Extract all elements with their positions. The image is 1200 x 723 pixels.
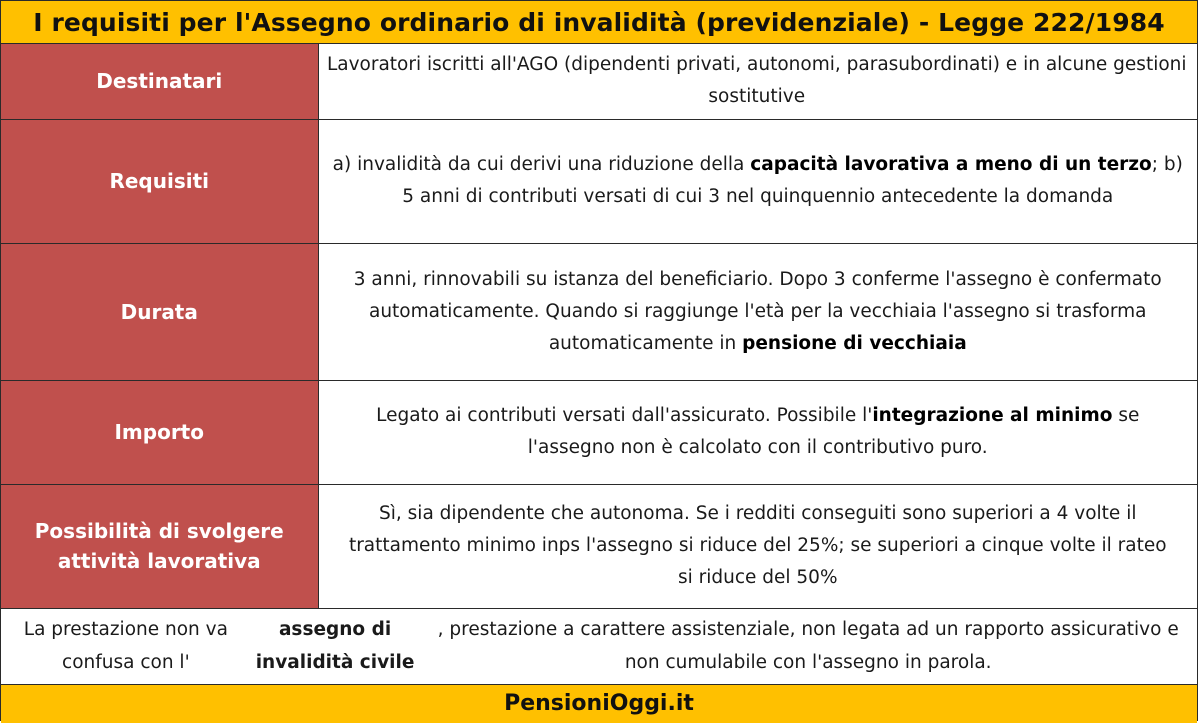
row-value-durata bbox=[318, 243, 1197, 380]
text-run: Sì, sia dipendente che autonoma. Se i redditi conseguiti sono superiori a 4 volte il trattamento minimo inps l'assegno si riduce del 25%; se superiori a cinque volte il rateo si riduce del 50% bbox=[348, 503, 1167, 588]
row-value-requisiti bbox=[318, 119, 1197, 243]
bold-text: integrazione al minimo bbox=[872, 405, 1113, 426]
row-label-destinatari: Destinatari bbox=[1, 44, 318, 119]
page-title: I requisiti per l'Assegno ordinario di invalidità (previdenziale) - Legge 222/1984 bbox=[1, 1, 1197, 44]
row-label-importo: Importo bbox=[1, 380, 318, 484]
row-value-importo bbox=[318, 380, 1197, 484]
text-run: 3 anni, rinnovabili su istanza del beneficiario. Dopo 3 conferme l'assegno è confermato automaticamente. Quando si raggiunge l'età per la vecchiaia l'assegno si trasforma automaticamente in bbox=[353, 268, 1162, 354]
row-label-durata: Durata bbox=[1, 243, 318, 380]
table-row bbox=[1, 484, 1197, 608]
table-row bbox=[1, 243, 1197, 380]
row-value-attivita bbox=[318, 484, 1197, 608]
text-run: , prestazione a carattere assistenziale, non legata ad un rapporto assicurativo e non cumulabile con l'assegno in parola. bbox=[437, 619, 1179, 673]
text-run: se l'assegno non è calcolato con il contributivo puro. bbox=[527, 405, 1140, 458]
bold-text: capacità lavorativa a meno di un terzo bbox=[750, 154, 1152, 175]
text-run: ; b) 5 anni di contributi versati di cui 3 nel quinquennio antecedente la domanda bbox=[402, 154, 1183, 207]
footnote bbox=[1, 609, 1197, 685]
text-run: a) invalidità da cui derivi una riduzione della bbox=[332, 154, 751, 175]
bold-text: assegno di invalidità civile bbox=[255, 619, 415, 673]
table-row bbox=[1, 44, 1197, 119]
row-label-requisiti: Requisiti bbox=[1, 119, 318, 243]
requirements-table bbox=[1, 44, 1197, 609]
table-row bbox=[1, 119, 1197, 243]
bold-text: pensione di vecchiaia bbox=[742, 332, 967, 354]
table-row bbox=[1, 380, 1197, 484]
row-label-attivita: Possibilità di svolgere attività lavorativa bbox=[1, 484, 318, 608]
row-value-destinatari bbox=[318, 44, 1197, 119]
text-run: Legato ai contributi versati dall'assicurato. Possibile l' bbox=[376, 405, 873, 426]
source-credit: PensioniOggi.it bbox=[1, 685, 1197, 723]
text-run: Lavoratori iscritti all'AGO (dipendenti privati, autonomi, parasubordinati) e in alcune gestioni sostitutive bbox=[326, 54, 1187, 108]
text-run: La prestazione non va confusa con l' bbox=[23, 619, 228, 673]
